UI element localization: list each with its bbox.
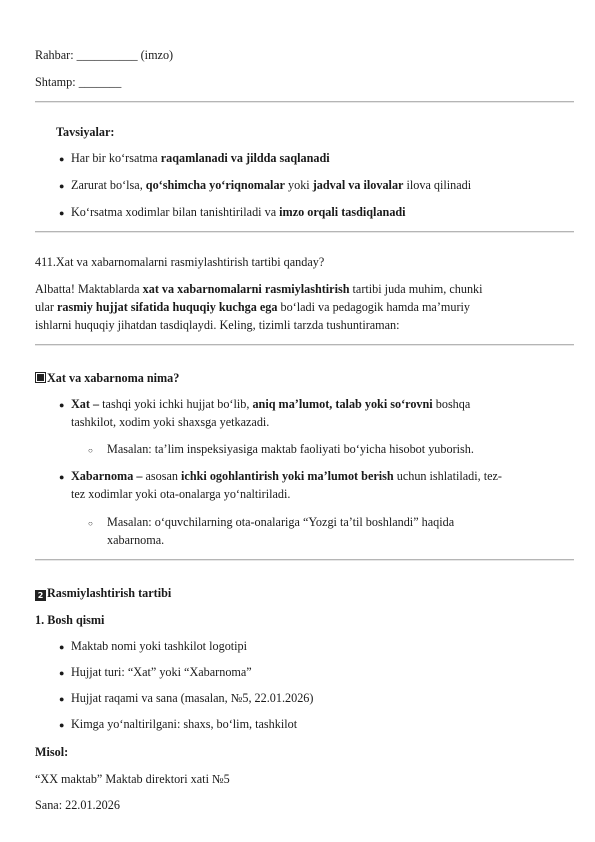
list-item: Kimga yo‘naltirilgani: shaxs, bo‘lim, tashkilot	[71, 717, 298, 731]
question-paragraph-line: Albatta! Maktablarda xat va xabarnomalarni rasmiylashtirish tartibi juda muhim, chunki	[35, 282, 483, 296]
recommendation-item: Zarurat bo‘lsa, qo‘shimcha yo‘riqnomalar yoki jadval va ilovalar ilova qilinadi	[71, 178, 472, 192]
stamp-blank: _______	[78, 75, 122, 89]
circle-bullet-icon: ○	[88, 519, 93, 528]
number-one-icon	[35, 372, 46, 383]
bullet-icon: ●	[59, 154, 65, 164]
section-2-subheading: 1. Bosh qismi	[35, 613, 105, 627]
stamp-label: Shtamp:	[35, 75, 76, 89]
leader-label: Rahbar:	[35, 48, 74, 62]
xat-definition-line: Xat – tashqi yoki ichki hujjat bo‘lib, aniq ma’lumot, talab yoki so‘rovni boshqa	[71, 397, 471, 411]
circle-bullet-icon: ○	[88, 446, 93, 455]
example-line: “XX maktab” Maktab direktori xati №5	[35, 772, 230, 786]
leader-signature-line	[35, 48, 173, 63]
example-line: Sana: 22.01.2026	[35, 798, 120, 812]
leader-note: (imzo)	[140, 48, 174, 62]
divider	[35, 559, 574, 560]
bullet-icon: ●	[59, 472, 65, 482]
bullet-icon: ●	[59, 181, 65, 191]
bullet-icon: ●	[59, 208, 65, 218]
question-paragraph-line: ishlarni huquqiy jihatdan tasdiqlaydi. Keling, tizimli tarzda tushuntiraman:	[35, 318, 400, 332]
recommendation-item: Har bir ko‘rsatma raqamlanadi va jildda saqlanadi	[71, 151, 330, 165]
bullet-icon: ●	[59, 694, 65, 704]
divider	[35, 101, 574, 102]
question-paragraph-line: ular rasmiy hujjat sifatida huquqiy kuchga ega bo‘ladi va pedagogik hamda ma’muriy	[35, 300, 471, 314]
example-label: Misol:	[35, 745, 69, 759]
number-two-icon: 2	[35, 590, 46, 601]
xabarnoma-definition-line: Xabarnoma – asosan ichki ogohlantirish yoki ma’lumot berish uchun ishlatiladi, tez-	[71, 469, 502, 483]
recommendations-heading: Tavsiyalar:	[56, 125, 115, 139]
list-item: Hujjat turi: “Xat” yoki “Xabarnoma”	[71, 665, 252, 679]
list-item: Maktab nomi yoki tashkilot logotipi	[71, 639, 248, 653]
xabarnoma-definition-line: tez xodimlar yoki ota-onalarga yo‘naltiriladi.	[71, 487, 291, 501]
bullet-icon: ●	[59, 720, 65, 730]
xabarnoma-example-line: Masalan: o‘quvchilarning ota-onalariga “Yozgi ta’til boshlandi” haqida	[107, 515, 455, 529]
bullet-icon: ●	[59, 642, 65, 652]
question-title: 411.Xat va xabarnomalarni rasmiylashtirish tartibi qanday?	[35, 255, 325, 269]
divider	[35, 344, 574, 345]
list-item: Hujjat raqami va sana (masalan, №5, 22.01.2026)	[71, 691, 314, 705]
leader-blank: __________	[76, 48, 138, 62]
bullet-icon: ●	[59, 668, 65, 678]
section-1-heading: Xat va xabarnoma nima?	[35, 371, 179, 386]
bullet-icon: ●	[59, 400, 65, 410]
xat-example: Masalan: ta’lim inspeksiyasiga maktab faoliyati bo‘yicha hisobot yuborish.	[107, 442, 474, 456]
recommendation-item: Ko‘rsatma xodimlar bilan tanishtiriladi va imzo orqali tasdiqlanadi	[71, 205, 406, 219]
xabarnoma-example-line: xabarnoma.	[107, 533, 165, 547]
section-2-heading: 2 Rasmiylashtirish tartibi	[35, 586, 171, 601]
xat-definition-line: tashkilot, xodim yoki shaxsga yetkazadi.	[71, 415, 270, 429]
stamp-line	[35, 75, 121, 90]
divider	[35, 231, 574, 232]
